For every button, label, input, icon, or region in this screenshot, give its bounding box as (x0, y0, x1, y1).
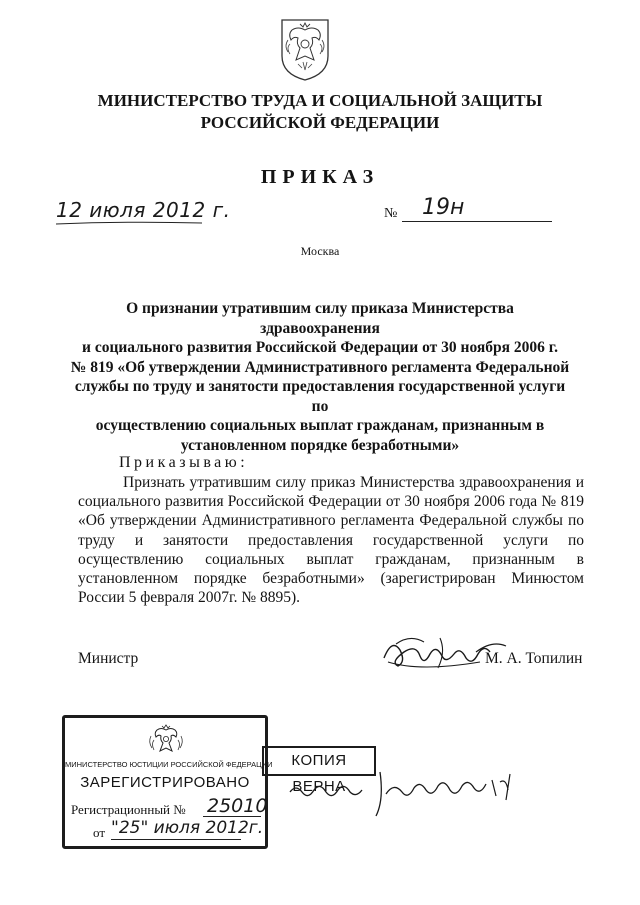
order-title-line: и социального развития Российской Федерации от 30 ноября 2006 г. (82, 339, 558, 356)
registration-stamp-status: ЗАРЕГИСТРИРОВАНО (80, 774, 250, 791)
registration-stamp-ministry: МИНИСТЕРСТВО ЮСТИЦИИ РОССИЙСКОЙ ФЕДЕРАЦИИ (65, 760, 273, 769)
registration-date-underline (111, 839, 241, 840)
copy-certified-stamp: КОПИЯ ВЕРНА (262, 746, 376, 776)
document-type-heading: ПРИКАЗ (260, 166, 380, 188)
registration-number-handwritten: 25010 (207, 795, 268, 817)
city-label: Москва (300, 244, 340, 258)
ministry-name (60, 90, 580, 134)
double-headed-eagle-emblem-icon (274, 16, 336, 82)
number-sign: № (384, 206, 398, 221)
order-date-handwritten: 12 июля 2012 г. (56, 198, 231, 222)
registration-number-label: Регистрационный № (71, 802, 186, 817)
registration-stamp (62, 715, 273, 849)
registration-date-prefix: от (93, 825, 106, 840)
order-title-line: осуществлению социальных выплат гражданам, признанным в (95, 417, 545, 434)
registration-number-underline (203, 816, 261, 817)
ministry-name-line: РОССИЙСКОЙ ФЕДЕРАЦИИ (200, 113, 440, 132)
order-title-line: № 819 «Об утверждении Административного регламента Федеральной (70, 358, 570, 376)
double-headed-eagle-emblem-icon (145, 722, 187, 760)
order-title (70, 299, 570, 455)
certification-handwritten-note (262, 760, 522, 820)
registration-date-handwritten: "25" июля 2012г. (111, 818, 264, 838)
signatory-position: Министр (78, 650, 139, 667)
order-title-line: службы по труду и занятости предоставления государственной услуги по (74, 378, 566, 415)
order-body-paragraph: Признать утратившим силу приказ Министерства здравоохранения и социального развития Российской Федерации от 30 ноября 2006 года № 819 «Об утверждении Административного регламента Федеральной службы по труду и занятости предоставления государственной услуги по осуществлению социальных выплат гражданам, признанным в установленном порядке безработными» (зарегистрирован Минюстом России 5 февраля 2007г. № 8895). (78, 474, 584, 607)
signatory-name: М. А. Топилин (485, 650, 583, 667)
order-title-line: установленном порядке безработными» (180, 436, 460, 454)
ministry-name-line: МИНИСТЕРСТВО ТРУДА И СОЦИАЛЬНОЙ ЗАЩИТЫ (97, 91, 543, 110)
order-directive-word: Приказываю: (119, 454, 249, 471)
number-underline (402, 221, 552, 222)
order-number-handwritten: 19н (422, 195, 465, 220)
order-title-line: О признании утратившим силу приказа Министерства здравоохранения (126, 300, 514, 337)
